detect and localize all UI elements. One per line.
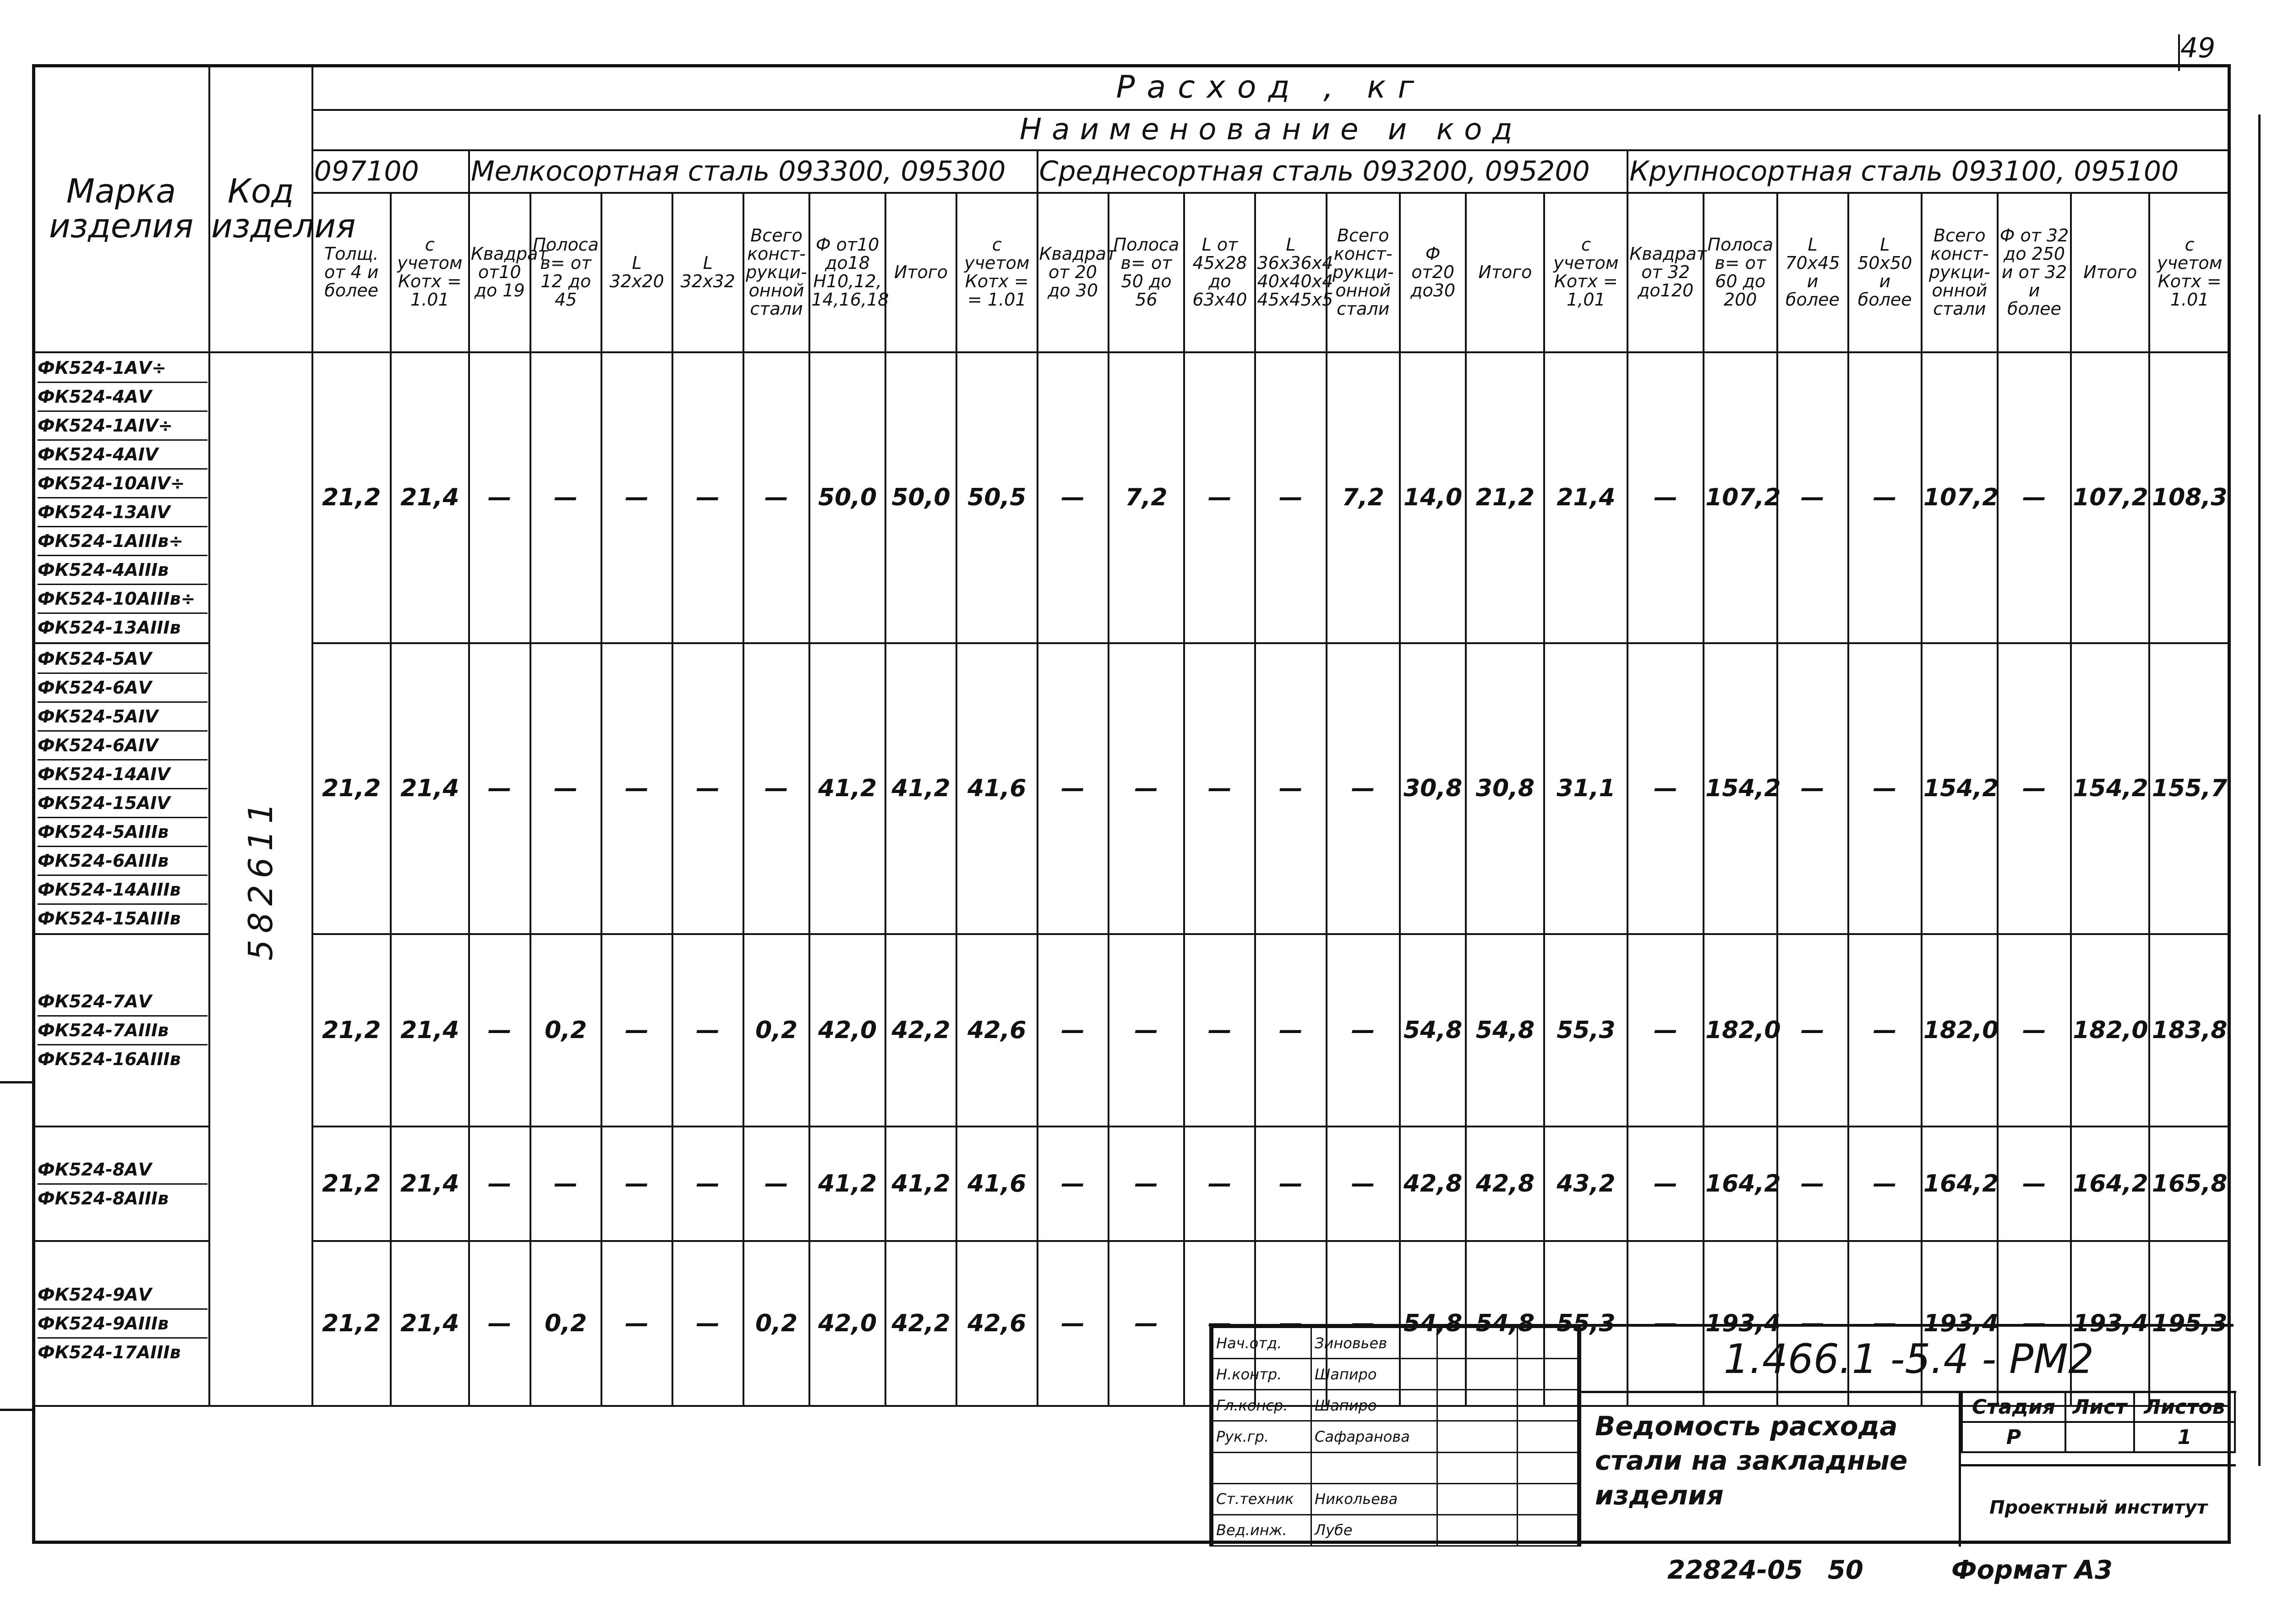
value-cell: 21,4: [391, 1126, 469, 1241]
value-cell: 42,0: [809, 934, 885, 1126]
product-marks: [33, 352, 209, 643]
product-mark: ФК524-5АIV: [38, 703, 208, 732]
product-mark: ФК524-10АIIIв÷: [38, 585, 208, 614]
column-header: Полоса в= от 50 до 56: [1109, 193, 1185, 352]
header-mark: Марка изделия: [33, 65, 209, 352]
value-cell: 43,2: [1544, 1126, 1628, 1241]
column-header: Итого: [1466, 193, 1544, 352]
signer-role: Н.контр.: [1213, 1359, 1311, 1390]
value-cell: —: [601, 352, 672, 643]
value-cell: —: [1848, 1241, 1922, 1406]
sheet-value: [2065, 1422, 2134, 1452]
document-title: Ведомость расхода стали на закладные изделия: [1578, 1391, 1959, 1547]
value-cell: —: [1184, 1241, 1255, 1406]
value-cell: —: [530, 352, 601, 643]
value-cell: 182,0: [1922, 934, 1998, 1126]
table-row: [33, 1126, 2230, 1241]
value-cell: —: [530, 1126, 601, 1241]
value-cell: 41,2: [885, 1126, 956, 1241]
value-cell: 54,8: [1400, 1241, 1466, 1406]
sheet-label: Лист: [2065, 1392, 2134, 1422]
value-cell: 154,2: [2071, 643, 2149, 934]
value-cell: 182,0: [2071, 934, 2149, 1126]
value-cell: 7,2: [1327, 352, 1400, 643]
product-mark: ФК524-5АIIIв: [38, 818, 208, 847]
signer-name: Лубе: [1311, 1515, 1437, 1546]
value-cell: —: [530, 643, 601, 934]
product-mark: ФК524-6АIIIв: [38, 847, 208, 876]
value-cell: —: [1038, 643, 1109, 934]
table-row: [33, 934, 2230, 1126]
table-row: [33, 352, 2230, 643]
value-cell: 21,4: [391, 934, 469, 1126]
document-code: 1.466.1 -5.4 - РМ2: [1578, 1327, 2236, 1393]
value-cell: —: [1038, 352, 1109, 643]
value-cell: 21,4: [391, 352, 469, 643]
signer-row: [1213, 1359, 1578, 1390]
value-cell: —: [601, 643, 672, 934]
value-cell: —: [601, 1126, 672, 1241]
table-body: [33, 352, 2230, 1406]
value-cell: —: [1998, 934, 2071, 1126]
value-cell: —: [1628, 1241, 1704, 1406]
page-number: 49: [2180, 32, 2216, 64]
value-cell: —: [1184, 1126, 1255, 1241]
value-cell: 50,0: [885, 352, 956, 643]
value-cell: —: [469, 1241, 530, 1406]
value-cell: —: [469, 643, 530, 934]
value-cell: 107,2: [1704, 352, 1777, 643]
signer-name: Шапиро: [1311, 1390, 1437, 1421]
date-cell: [1518, 1421, 1578, 1452]
value-cell: —: [1327, 1126, 1400, 1241]
product-mark: ФК524-13АIIIв: [38, 618, 181, 638]
value-cell: —: [743, 1126, 809, 1241]
value-cell: 21,2: [1466, 352, 1544, 643]
product-marks: [33, 643, 209, 934]
product-mark: ФК524-16АIIIв: [38, 1049, 181, 1069]
value-cell: —: [1628, 1126, 1704, 1241]
date-cell: [1518, 1483, 1578, 1515]
signer-row: [1213, 1421, 1578, 1452]
date-cell: [1518, 1515, 1578, 1546]
value-cell: —: [1109, 1126, 1185, 1241]
value-cell: —: [1255, 643, 1326, 934]
date-cell: [1518, 1328, 1578, 1359]
value-cell: 30,8: [1466, 643, 1544, 934]
value-cell: 21,2: [312, 643, 391, 934]
value-cell: 41,2: [809, 643, 885, 934]
value-cell: —: [743, 352, 809, 643]
column-header: Всего конст- рукци- онной стали: [1327, 193, 1400, 352]
signer-role: Рук.гр.: [1213, 1421, 1311, 1452]
value-cell: —: [1255, 934, 1326, 1126]
value-cell: —: [469, 352, 530, 643]
signature: [1437, 1452, 1518, 1483]
value-cell: —: [1777, 352, 1848, 643]
header-expense: Расход , кг: [312, 65, 2230, 110]
value-cell: 50,5: [956, 352, 1037, 643]
column-header: Всего конст- рукци- онной стали: [1922, 193, 1998, 352]
value-cell: 183,8: [2149, 934, 2230, 1126]
signer-row: [1213, 1515, 1578, 1546]
value-cell: —: [1109, 934, 1185, 1126]
left-tick-mark: [0, 1409, 32, 1411]
column-header: Квадрат от 20 до 30: [1038, 193, 1109, 352]
column-header: Итого: [885, 193, 956, 352]
column-header: Квадрат от10 до 19: [469, 193, 530, 352]
product-mark: ФК524-17АIIIв: [38, 1342, 181, 1362]
signer-row: [1213, 1483, 1578, 1515]
value-cell: —: [1777, 934, 1848, 1126]
archive-sheet: 50: [1828, 1555, 1863, 1585]
sheets-value: 1: [2134, 1422, 2235, 1452]
value-cell: —: [1998, 352, 2071, 643]
value-cell: —: [672, 1126, 743, 1241]
product-mark: ФК524-13АIV: [38, 498, 208, 527]
signer-role: Вед.инж.: [1213, 1515, 1311, 1546]
product-mark: ФК524-6АIV: [38, 732, 208, 760]
product-mark: ФК524-7АIIIв: [38, 1017, 208, 1045]
value-cell: 195,3: [2149, 1241, 2230, 1406]
product-code: 582611: [241, 796, 280, 961]
product-mark: ФК524-4АV: [38, 383, 208, 412]
value-cell: 55,3: [1544, 1241, 1628, 1406]
product-mark: ФК524-10АIV÷: [38, 470, 208, 498]
signature: [1437, 1421, 1518, 1452]
product-marks: [33, 1126, 209, 1241]
value-cell: 107,2: [1922, 352, 1998, 643]
signer-name: Шапиро: [1311, 1359, 1437, 1390]
value-cell: 50,0: [809, 352, 885, 643]
value-cell: 164,2: [1704, 1126, 1777, 1241]
value-cell: —: [1038, 934, 1109, 1126]
value-cell: 21,2: [312, 1241, 391, 1406]
product-mark: ФК524-5АV: [38, 645, 208, 674]
date-cell: [1518, 1452, 1578, 1483]
value-cell: 41,6: [956, 643, 1037, 934]
paper-format: Формат А3: [1951, 1555, 2113, 1585]
value-cell: —: [672, 352, 743, 643]
organization: Проектный институт: [1961, 1464, 2236, 1549]
value-cell: —: [1628, 643, 1704, 934]
value-cell: 31,1: [1544, 643, 1628, 934]
product-mark: ФК524-15АIIIв: [38, 908, 181, 929]
signature: [1437, 1359, 1518, 1390]
value-cell: —: [1848, 934, 1922, 1126]
stage-value: Р: [1962, 1422, 2065, 1452]
signature: [1437, 1483, 1518, 1515]
value-cell: 21,2: [312, 934, 391, 1126]
product-mark: ФК524-4АIV: [38, 441, 208, 470]
value-cell: 42,0: [809, 1241, 885, 1406]
product-mark: ФК524-9АV: [38, 1281, 208, 1310]
value-cell: —: [672, 1241, 743, 1406]
signer-name: [1311, 1452, 1437, 1483]
value-cell: 42,8: [1400, 1126, 1466, 1241]
value-cell: 182,0: [1704, 934, 1777, 1126]
column-header: L 32х32: [672, 193, 743, 352]
column-header: Толщ. от 4 и более: [312, 193, 391, 352]
value-cell: —: [1038, 1126, 1109, 1241]
value-cell: —: [1998, 643, 2071, 934]
value-cell: —: [1184, 934, 1255, 1126]
value-cell: —: [1848, 352, 1922, 643]
value-cell: 41,6: [956, 1126, 1037, 1241]
signer-name: Зиновьев: [1311, 1328, 1437, 1359]
value-cell: 7,2: [1109, 352, 1185, 643]
value-cell: —: [1038, 1241, 1109, 1406]
date-cell: [1518, 1359, 1578, 1390]
value-cell: —: [1848, 1126, 1922, 1241]
group-097100: 097100: [312, 150, 469, 193]
value-cell: 21,2: [312, 352, 391, 643]
value-cell: —: [1255, 352, 1326, 643]
date-cell: [1518, 1390, 1578, 1421]
group-medium-steel: Среднесортная сталь 093200, 095200: [1038, 150, 1628, 193]
value-cell: —: [1327, 643, 1400, 934]
signers-grid: [1212, 1327, 1578, 1547]
value-cell: 193,4: [2071, 1241, 2149, 1406]
value-cell: 54,8: [1400, 934, 1466, 1126]
left-tick-mark: [0, 1081, 32, 1083]
column-header: Полоса в= от 12 до 45: [530, 193, 601, 352]
signer-role: [1213, 1452, 1311, 1483]
stage-block: [1959, 1391, 2236, 1547]
column-header: Квадрат от 32 до120: [1628, 193, 1704, 352]
column-header: с учетом Котх = 1,01: [1544, 193, 1628, 352]
value-cell: 21,4: [1544, 352, 1628, 643]
column-header: L 70х45 и более: [1777, 193, 1848, 352]
value-cell: —: [1255, 1126, 1326, 1241]
product-mark: ФК524-14АIV: [38, 760, 208, 789]
group-large-steel: Крупносортная сталь 093100, 095100: [1628, 150, 2230, 193]
column-header: Полоса в= от 60 до 200: [1704, 193, 1777, 352]
value-cell: 55,3: [1544, 934, 1628, 1126]
signer-name: Сафаранова: [1311, 1421, 1437, 1452]
value-cell: —: [743, 643, 809, 934]
stage-label: Стадия: [1962, 1392, 2065, 1422]
column-header: L 50х50 и более: [1848, 193, 1922, 352]
value-cell: 42,2: [885, 1241, 956, 1406]
title-block: [1209, 1324, 2234, 1547]
value-cell: 155,7: [2149, 643, 2230, 934]
value-cell: —: [1998, 1126, 2071, 1241]
value-cell: 42,6: [956, 1241, 1037, 1406]
signature: [1437, 1390, 1518, 1421]
value-cell: —: [672, 934, 743, 1126]
value-cell: 164,2: [2071, 1126, 2149, 1241]
value-cell: 14,0: [1400, 352, 1466, 643]
value-cell: —: [1777, 1126, 1848, 1241]
value-cell: 21,4: [391, 643, 469, 934]
value-cell: 0,2: [530, 1241, 601, 1406]
signer-role: Ст.техник: [1213, 1483, 1311, 1515]
value-cell: 41,2: [885, 643, 956, 934]
column-header: L 36х36х4 40х40х4 45х45х5: [1255, 193, 1326, 352]
value-cell: 0,2: [530, 934, 601, 1126]
value-cell: —: [1848, 643, 1922, 934]
product-mark: ФК524-1АIV÷: [38, 412, 208, 441]
product-mark: ФК524-4АIIIв: [38, 556, 208, 585]
value-cell: 107,2: [2071, 352, 2149, 643]
column-header: Ф от 32 до 250 и от 32 и более: [1998, 193, 2071, 352]
signer-row: [1213, 1390, 1578, 1421]
value-cell: —: [1628, 352, 1704, 643]
value-cell: 42,6: [956, 934, 1037, 1126]
value-cell: 42,2: [885, 934, 956, 1126]
value-cell: 30,8: [1400, 643, 1466, 934]
product-code-cell: [209, 352, 312, 1406]
product-mark: ФК524-14АIIIв: [38, 876, 208, 905]
value-cell: 0,2: [743, 1241, 809, 1406]
signer-row: [1213, 1452, 1578, 1483]
signature: [1437, 1328, 1518, 1359]
value-cell: —: [1327, 1241, 1400, 1406]
signature: [1437, 1515, 1518, 1546]
value-cell: 154,2: [1704, 643, 1777, 934]
column-header-row: [33, 193, 2230, 352]
value-cell: 41,2: [809, 1126, 885, 1241]
value-cell: 54,8: [1466, 934, 1544, 1126]
signer-role: Гл.конср.: [1213, 1390, 1311, 1421]
value-cell: —: [1255, 1241, 1326, 1406]
column-header: Итого: [2071, 193, 2149, 352]
value-cell: 164,2: [1922, 1126, 1998, 1241]
value-cell: 21,4: [391, 1241, 469, 1406]
column-header: Всего конст- рукци- онной стали: [743, 193, 809, 352]
product-marks: [33, 934, 209, 1126]
signer-row: [1213, 1328, 1578, 1359]
value-cell: —: [1628, 934, 1704, 1126]
value-cell: —: [1327, 934, 1400, 1126]
sheets-label: Листов: [2134, 1392, 2235, 1422]
product-mark: ФК524-6АV: [38, 674, 208, 703]
column-header: с учетом Котх = 1.01: [391, 193, 469, 352]
value-cell: 193,4: [1922, 1241, 1998, 1406]
value-cell: 108,3: [2149, 352, 2230, 643]
column-header: L от 45х28 до 63х40: [1184, 193, 1255, 352]
signer-name: Никольева: [1311, 1483, 1437, 1515]
value-cell: —: [1777, 1241, 1848, 1406]
value-cell: 193,4: [1704, 1241, 1777, 1406]
value-cell: —: [601, 934, 672, 1126]
value-cell: —: [469, 1126, 530, 1241]
value-cell: 21,2: [312, 1126, 391, 1241]
column-header: с учетом Котх = 1.01: [2149, 193, 2230, 352]
value-cell: 42,8: [1466, 1126, 1544, 1241]
product-mark: ФК524-9АIIIв: [38, 1310, 208, 1339]
product-marks: [33, 1241, 209, 1406]
right-margin-line: [2258, 115, 2261, 1466]
value-cell: —: [1184, 643, 1255, 934]
header-name-code: Наименование и код: [312, 110, 2230, 150]
column-header: с учетом Котх = = 1.01: [956, 193, 1037, 352]
header-code: Код изделия: [209, 65, 312, 352]
value-cell: 154,2: [1922, 643, 1998, 934]
value-cell: —: [1184, 352, 1255, 643]
value-cell: —: [1109, 1241, 1185, 1406]
table-row: [33, 643, 2230, 934]
product-mark: ФК524-1АIIIв÷: [38, 527, 208, 556]
value-cell: —: [1109, 643, 1185, 934]
signer-role: Нач.отд.: [1213, 1328, 1311, 1359]
product-mark: ФК524-1АV÷: [38, 354, 208, 383]
column-header: Ф от20 до30: [1400, 193, 1466, 352]
column-header: Ф от10 до18 Н10,12, 14,16,18: [809, 193, 885, 352]
value-cell: —: [469, 934, 530, 1126]
value-cell: 54,8: [1466, 1241, 1544, 1406]
value-cell: —: [1998, 1241, 2071, 1406]
group-small-steel: Мелкосортная сталь 093300, 095300: [469, 150, 1038, 193]
product-mark: ФК524-7АV: [38, 988, 208, 1017]
value-cell: —: [1777, 643, 1848, 934]
value-cell: —: [672, 643, 743, 934]
value-cell: —: [601, 1241, 672, 1406]
value-cell: 0,2: [743, 934, 809, 1126]
archive-number: 22824-05: [1667, 1555, 1803, 1585]
column-header: L 32х20: [601, 193, 672, 352]
product-mark: ФК524-8АIIIв: [38, 1188, 169, 1208]
product-mark: ФК524-8АV: [38, 1156, 208, 1185]
product-mark: ФК524-15АIV: [38, 789, 208, 818]
value-cell: 165,8: [2149, 1126, 2230, 1241]
